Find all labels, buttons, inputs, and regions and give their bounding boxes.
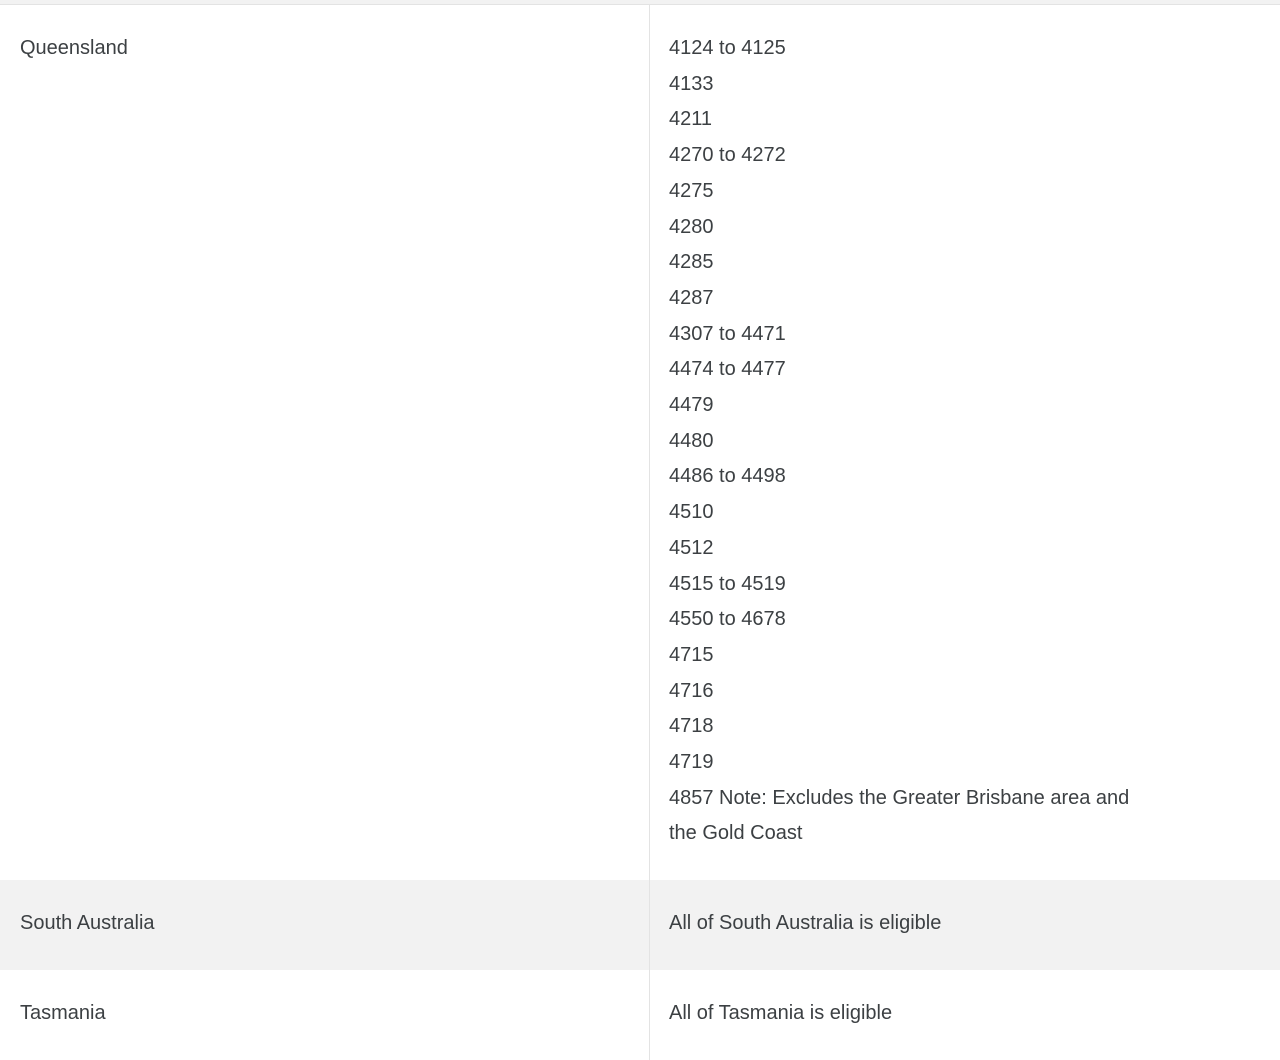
postcode-line: 4486 to 4498 <box>669 465 786 488</box>
postcode-line: 4211 <box>669 108 713 131</box>
state-cell: Queensland <box>20 37 128 59</box>
postcode-line: 4857 Note: Excludes the Greater Brisbane area and the Gold Coast <box>669 786 1130 845</box>
postcodes-cell <box>649 880 1280 970</box>
postcode-line: 4550 to 4678 <box>669 608 786 631</box>
postcode-line: 4716 <box>669 679 714 702</box>
postcode-line: 4715 <box>669 643 714 666</box>
state-cell: South Australia <box>20 912 155 935</box>
postcode-line: 4275 <box>669 179 714 202</box>
postcode-line: 4133 <box>669 72 714 95</box>
postcode-line: 4474 to 4477 <box>669 358 786 381</box>
postcode-line: 4287 <box>669 286 714 309</box>
postcode-line: 4124 to 4125 <box>669 37 786 59</box>
postcodes-cell <box>649 970 1280 1060</box>
postcode-line: 4512 <box>669 536 714 559</box>
postcode-line: 4270 to 4272 <box>669 144 786 167</box>
postcode-line: 4719 <box>669 751 714 774</box>
postcode-line: All of Tasmania is eligible <box>669 1001 893 1024</box>
table-row <box>0 970 1280 1060</box>
postcode-line: 4515 to 4519 <box>669 572 786 595</box>
table-row <box>0 880 1280 970</box>
postcode-line: 4718 <box>669 715 714 738</box>
postcode-line: 4479 <box>669 394 714 417</box>
postcode-line: 4480 <box>669 429 714 452</box>
table-row <box>0 5 1280 880</box>
table-body <box>0 5 1280 1060</box>
postcode-line: 4285 <box>669 251 714 274</box>
postcodes-cell <box>649 5 1280 880</box>
postcode-line: 4307 to 4471 <box>669 322 786 345</box>
postcode-line: All of South Australia is eligible <box>669 912 942 935</box>
postcode-line: 4280 <box>669 215 714 238</box>
postcode-line: 4510 <box>669 501 714 524</box>
state-cell: Tasmania <box>20 1001 106 1024</box>
